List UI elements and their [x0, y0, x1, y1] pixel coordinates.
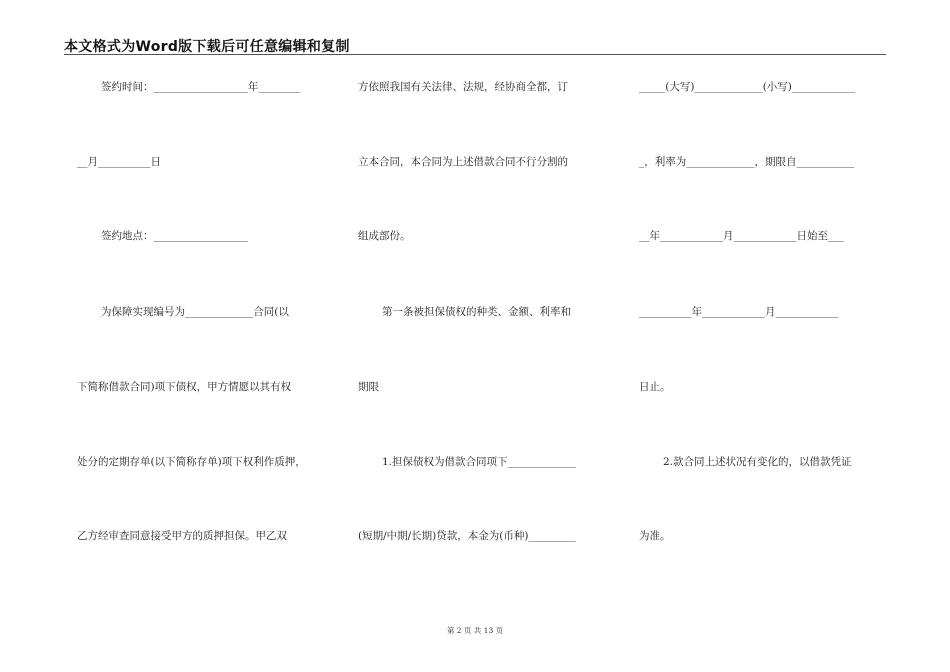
text-line: __年____________月____________日始至___ — [639, 230, 844, 242]
text-line: 立本合同，本合同为上述借款合同不行分割的 — [358, 156, 568, 168]
page-number-footer: 第 2 页 共 13 页 — [446, 626, 504, 635]
document-header-title: 本文格式为Word版下载后可任意编辑和复制 — [64, 39, 350, 55]
header-divider — [64, 54, 886, 55]
text-line: __月__________日 — [77, 156, 161, 168]
text-line: (短期/中期/长期)贷款，本金为(币种)_________ — [358, 530, 576, 542]
text-line: 2.款合同上述状况有变化的，以借款凭证 — [663, 456, 852, 468]
text-line: 下简称借款合同)项下债权，甲方情愿以其有权 — [77, 381, 292, 393]
text-line: 签约时间：__________________年________ — [101, 81, 301, 93]
text-line: 日止。 — [639, 381, 671, 393]
text-line: __________年____________月____________ — [639, 306, 839, 318]
text-line: _，利率为_____________，期限自___________ — [639, 156, 855, 168]
text-line: 方依照我国有关法律、法规，经协商全都，订 — [358, 81, 568, 93]
text-line: 期限 — [358, 381, 379, 393]
text-line: 1.担保债权为借款合同项下_____________ — [382, 456, 576, 468]
text-line: 第一条被担保债权的种类、金额、利率和 — [382, 306, 571, 318]
text-line: _____(大写)_____________(小写)____________ — [639, 81, 855, 93]
text-line: 为准。 — [639, 530, 671, 542]
text-line: 为保障实现编号为_____________合同(以 — [101, 306, 289, 318]
text-line: 处分的定期存单(以下简称存单)项下权利作质押， — [77, 456, 306, 468]
text-line: 组成部份。 — [358, 230, 411, 242]
text-line: 乙方经审查同意接受甲方的质押担保。甲乙双 — [77, 530, 287, 542]
text-line: 签约地点：__________________ — [101, 230, 248, 242]
